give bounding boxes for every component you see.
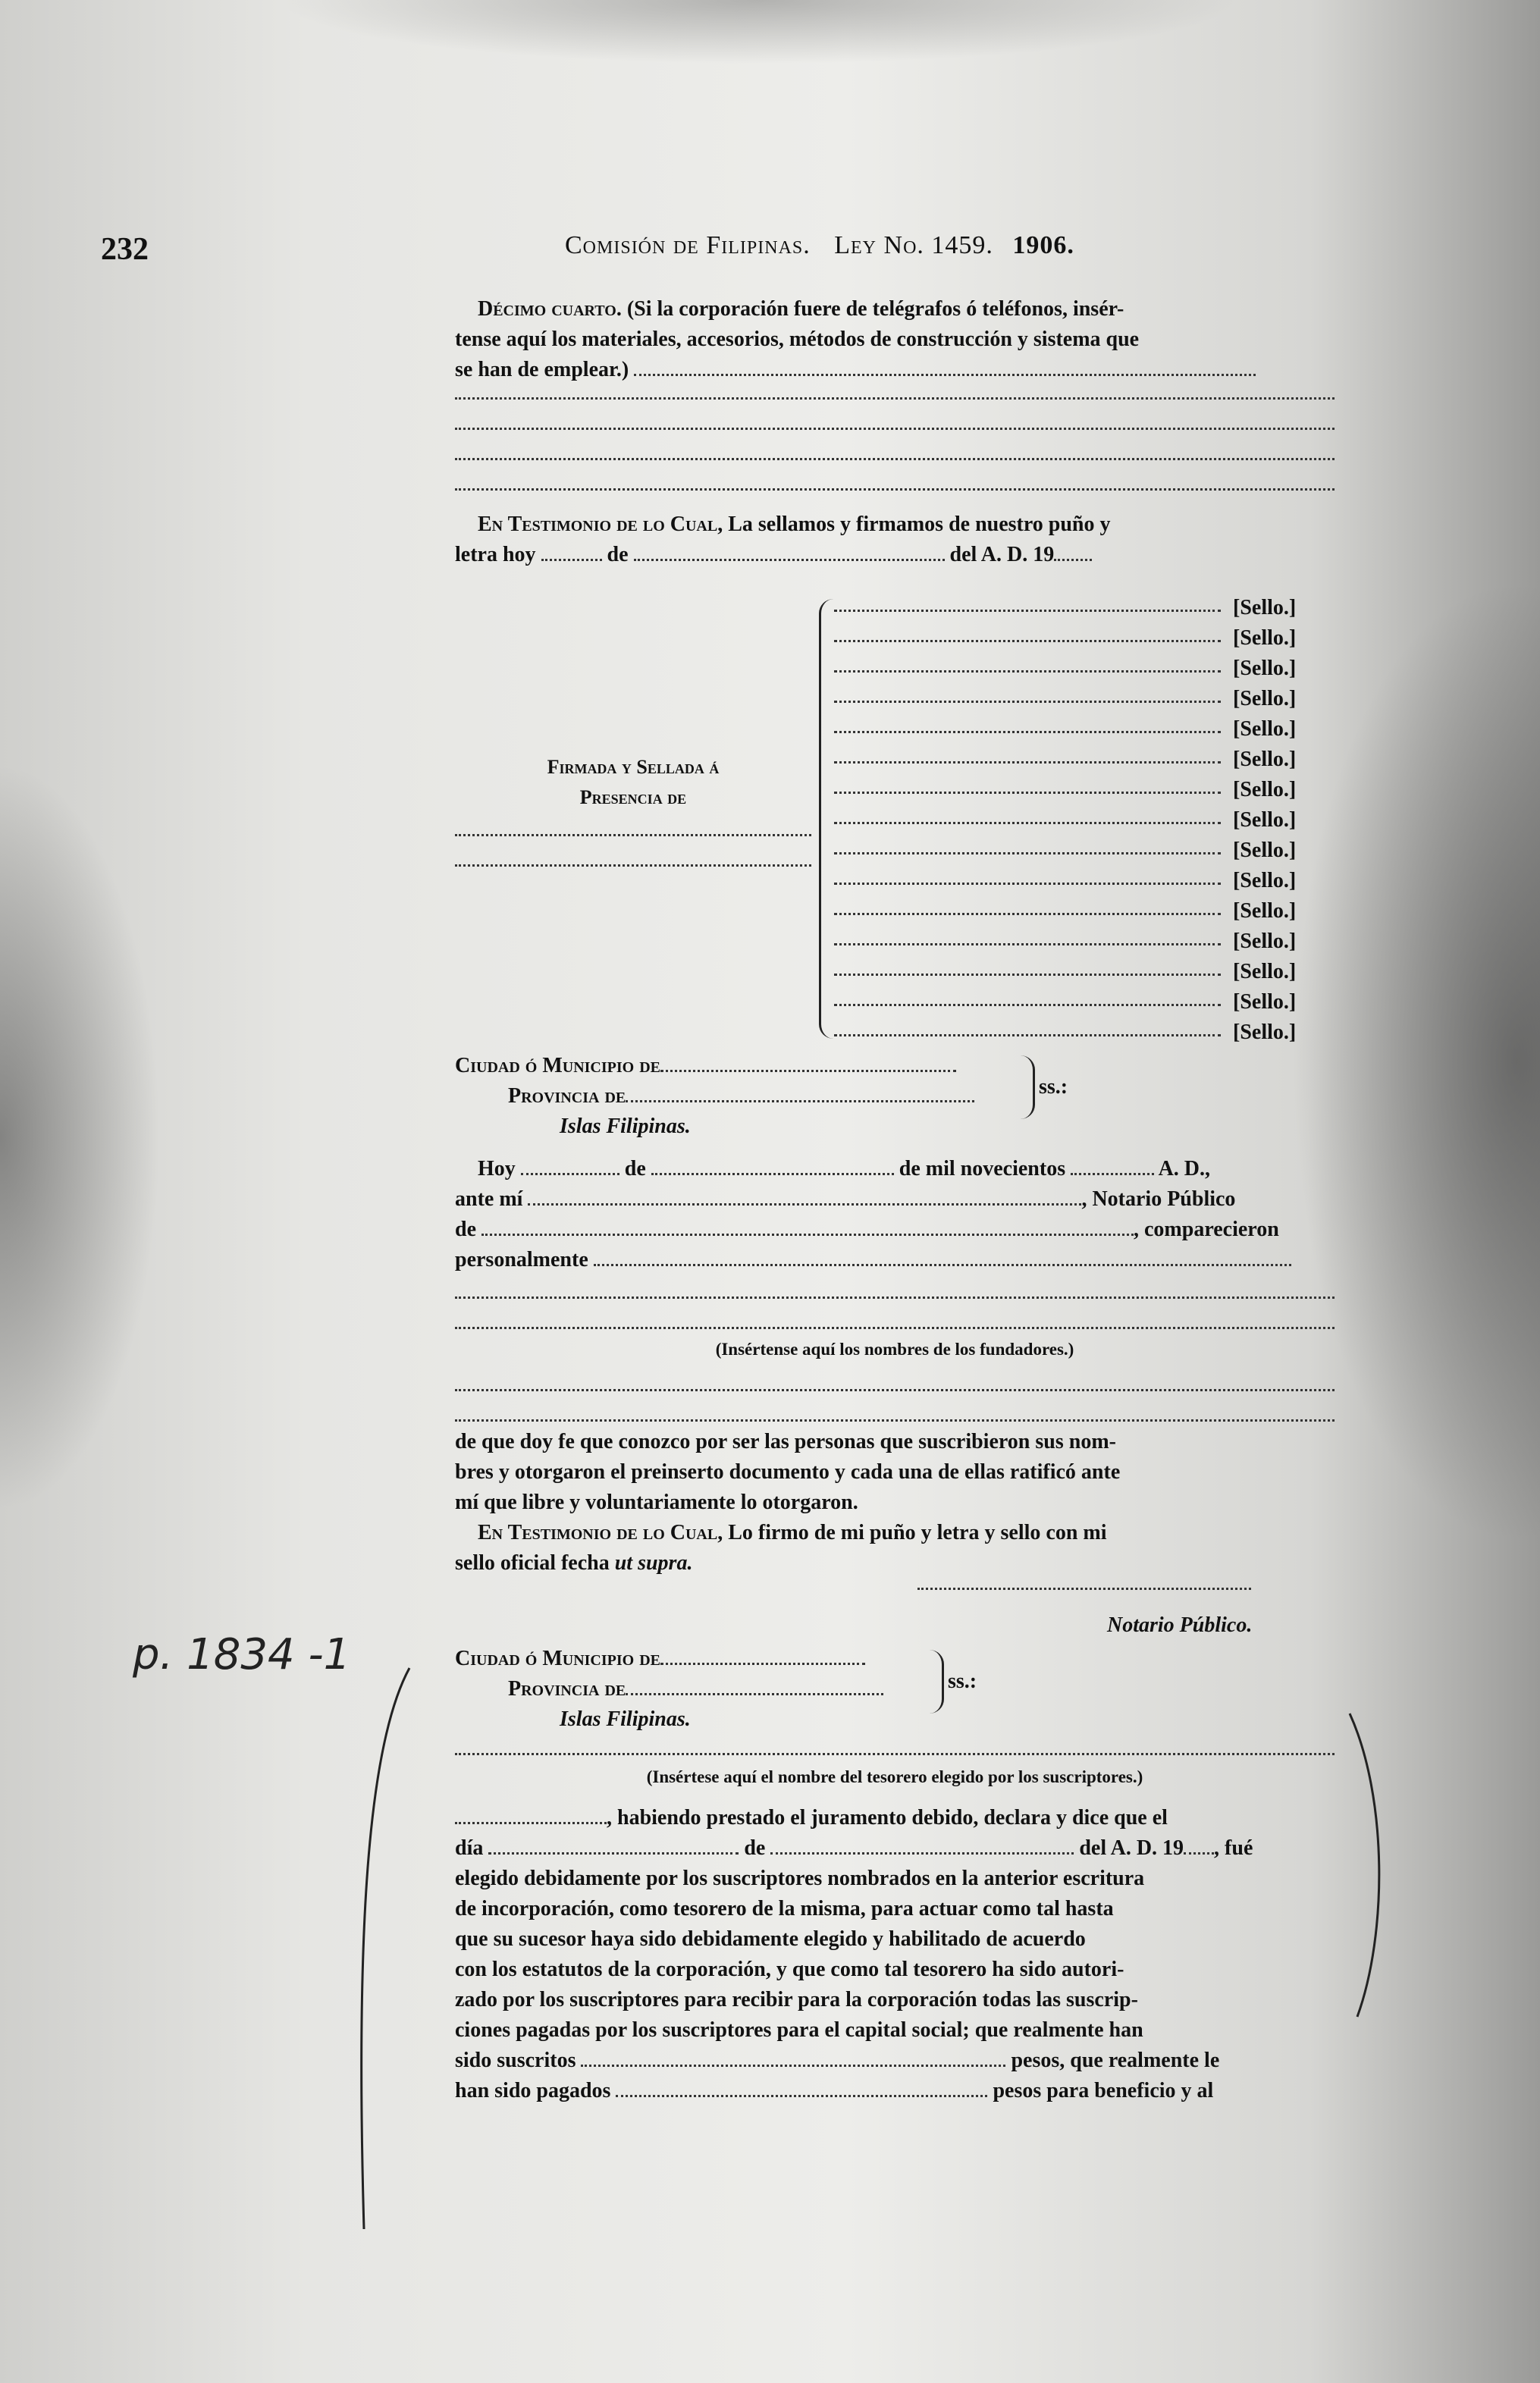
sello-label: [Sello.] [1233,596,1297,619]
sello-label: [Sello.] [1233,990,1297,1014]
firmada-block: Firmada y Sellada á Presencia de [547,756,720,808]
signature-line[interactable] [834,670,1221,673]
sello-label: [Sello.] [1233,626,1297,650]
testimonio-paragraph-1: En Testimonio de lo Cual, La sellamos y firmamos de nuestro puño y letra hoy de del A. D. 19 [455,513,1111,566]
handwritten-bracket-left [334,1660,425,2237]
page-number: 232 [101,232,149,267]
blank-year[interactable] [1184,1836,1214,1855]
notary-body: de que doy fe que conozco por ser las personas que suscribieron sus nom- bres y otorgaron el preinserto documento y cada una de ellas ratificó ante mí que libre y voluntariamente lo otorgaron. En Testimonio de lo Cual, Lo firmo de mi puño y letra y sello con mi sello oficial fecha ut supra. [455,1430,1121,1575]
treasurer-insert-note: (Insértese aquí el nombre del tesorero elegido por los suscriptores.) [646,1767,1143,1786]
sello-label: [Sello.] [1233,1021,1297,1044]
blank-year[interactable] [1054,542,1092,561]
decimo-cuarto-paragraph: Décimo cuarto. (Si la corporación fuere de telégrafos ó teléfonos, insér- tense aquí los materiales, accesorios, métodos de construcción y sistema que se han de emplear.) [455,294,1335,385]
notary-act: Hoy de de mil novecientos A. D., ante mí , Notario Público de , comparecieron personalmente [455,1154,1335,1275]
blank-day[interactable] [521,1156,619,1175]
blank-line[interactable] [455,458,1335,460]
running-year: 1906. [1012,231,1074,259]
blank-ciudad[interactable] [660,1053,956,1072]
signature-line[interactable] [834,792,1221,794]
sello-label: [Sello.] [1233,960,1297,983]
blank-line[interactable] [455,428,1335,430]
ss-label-1: ss.: [1039,1075,1068,1099]
signature-line[interactable] [834,610,1221,612]
blank-subscribed[interactable] [581,2048,1005,2067]
blank-line[interactable] [455,397,1335,400]
blank-place[interactable] [481,1217,1134,1236]
blank-notary[interactable] [528,1187,1081,1206]
running-title: Comisión de Filipinas. [565,231,811,259]
witness-line-1[interactable] [455,834,811,836]
blank-month[interactable] [651,1156,894,1175]
blank-line[interactable] [455,1419,1335,1422]
blank-founders[interactable] [594,1247,1291,1266]
ss-label-2: ss.: [948,1670,977,1693]
blank-ciudad[interactable] [660,1646,865,1665]
sello-label: [Sello.] [1233,839,1297,862]
signature-line[interactable] [834,913,1221,915]
signature-line[interactable] [834,852,1221,854]
sello-label: [Sello.] [1233,717,1297,741]
blank-line[interactable] [455,1297,1335,1299]
ciudad-block-1: Ciudad ó Municipio de Provincia de Islas Filipinas. [455,1051,1031,1142]
signature-line[interactable] [834,731,1221,733]
sello-label: [Sello.] [1233,808,1297,832]
blank-line[interactable] [455,1327,1335,1329]
handwritten-bracket-right [1335,1706,1403,2024]
decimo-label: Décimo cuarto. [478,297,622,321]
sello-label: [Sello.] [1233,748,1297,771]
blank-provincia[interactable] [626,1083,974,1102]
treasurer-paragraph: , habiendo prestado el juramento debido, declara y dice que el día de del A. D. 19 , fué elegido debidamente por los suscriptores nombrados en la anterior escritura de incorporación, como tesorero de la misma, para actuar como tal hasta que su sucesor haya sido debidamente elegido y habilitado de acuerdo con los estatutos de la corporación, y que como tal tesorero ha sido autori- zado por los suscriptores para recibir para la corporación todas las suscrip- ciones pagadas por los suscriptores para el capital social; que realmente han sido suscritos pesos, que realmente le han sido pagados pesos para beneficio y al [455,1806,1253,2102]
signature-line[interactable] [834,822,1221,824]
sello-label: [Sello.] [1233,899,1297,923]
notario-publico-label: Notario Público. [1107,1613,1253,1637]
blank-day[interactable] [541,542,602,561]
sello-label: [Sello.] [1233,869,1297,892]
ss-brace-2 [930,1650,944,1714]
ss-brace-1 [1021,1055,1035,1119]
blank-provincia[interactable] [626,1676,883,1695]
signature-line[interactable] [834,974,1221,976]
signature-line[interactable] [834,701,1221,703]
sello-label: [Sello.] [1233,687,1297,710]
signature-line[interactable] [834,640,1221,642]
blank-line[interactable] [634,357,1256,376]
running-header [565,231,1074,260]
blank-treasurer-name[interactable] [455,1753,1335,1755]
blank-day[interactable] [488,1836,739,1855]
blank-line[interactable] [455,1389,1335,1391]
blank-month[interactable] [770,1836,1074,1855]
signature-line[interactable] [834,761,1221,764]
signature-line[interactable] [834,883,1221,885]
blank-year[interactable] [1071,1156,1154,1175]
founders-insert-note: (Insértense aquí los nombres de los fundadores.) [715,1340,1074,1359]
signature-line[interactable] [834,1034,1221,1036]
sello-label: [Sello.] [1233,778,1297,801]
blank-month[interactable] [634,542,945,561]
blank-treasurer[interactable] [455,1805,607,1824]
signature-line[interactable] [834,943,1221,945]
signature-line[interactable] [834,1004,1221,1006]
notary-signature-line[interactable] [917,1588,1251,1590]
sello-label: [Sello.] [1233,930,1297,953]
sello-label: [Sello.] [1233,657,1297,680]
signatures-brace [819,599,833,1039]
witness-line-2[interactable] [455,864,811,867]
running-law: Ley No. 1459. [834,231,993,259]
handwritten-note: p. 1834 -1 [133,1630,351,1679]
blank-line[interactable] [455,488,1335,491]
blank-paid[interactable] [616,2078,987,2097]
ciudad-block-2: Ciudad ó Municipio de Provincia de Islas Filipinas. [455,1644,1031,1735]
